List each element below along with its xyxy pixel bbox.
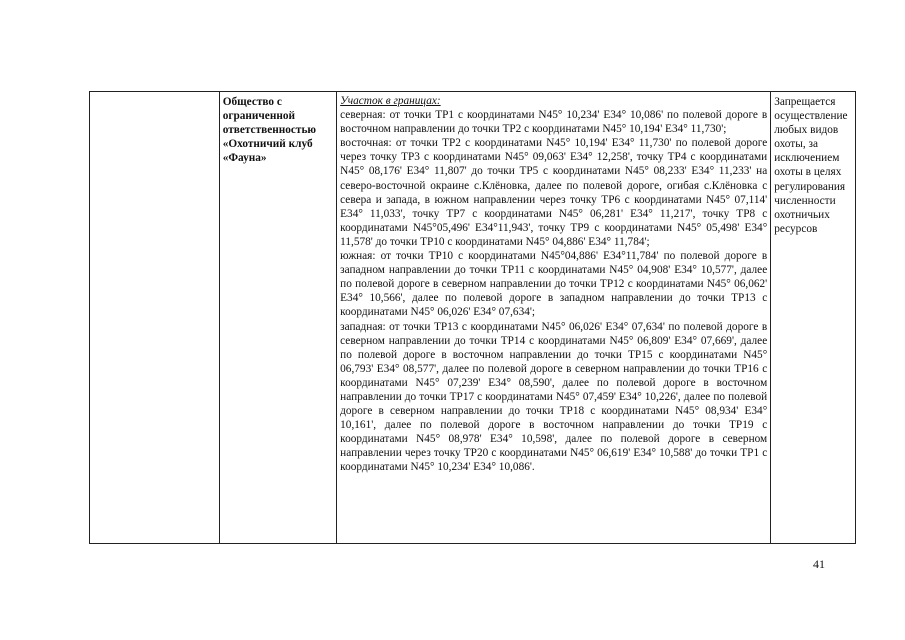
restriction-line: исключением [774, 152, 840, 165]
restriction-line: Запрещается [774, 96, 836, 108]
boundary-north: северная: от точки ТР1 с координатами N45° 10,234' E34° 10,086' по полевой дороге в восточном направлении до точки ТР2 с координатами N45° 10,194' E34° 11,730'; [340, 109, 768, 136]
restriction-line: регулирования [774, 180, 846, 193]
restriction-line: осуществление [774, 110, 848, 123]
page-number: 41 [813, 557, 825, 571]
section-heading: Участок в границах: [340, 95, 441, 107]
organization-cell [219, 92, 336, 544]
boundary-west: западная: от точки ТР13 с координатами N45° 06,026' E34° 07,634' по полевой дороге в северном направлении до точки ТР14 с координатами N45° 06,809' E34° 07,669', далее по полевой дороге в восточном направлении до точки ТР15 с координатами N45° 06,793' E34° 08,577', далее по полевой дороге в северном направлении до точки ТР16 с координатами N45° 07,239' E34° 08,590', далее по полевой дороге в восточном направлении до точки ТР17 с координатами N45° 07,459' E34° 10,226', далее по полевой дороге в северном направлении до точки ТР18 с координатами N45° 08,934' E34° 10,161', далее по полевой дороге в восточном направлении до точки ТР19 с координатами N45° 08,978' E34° 10,598', далее по полевой дороге в северном направлении через точку ТР20 с координатами N45° 06,619' E34° 10,588' до точки ТР1 с координатами N45° 10,234' E34° 10,086'. [340, 320, 768, 474]
boundary-description-cell [337, 92, 771, 544]
organization-line: ответственностью [222, 124, 317, 137]
restriction-line: охотничьих [774, 208, 830, 221]
hunting-grounds-table [89, 91, 856, 544]
restriction-line: охоты в целях [774, 166, 842, 179]
restriction-cell [771, 92, 856, 544]
boundary-east: восточная: от точки ТР2 с координатами N45° 10,194' E34° 11,730' по полевой дороге через точку ТР3 с координатами N45° 09,063' E34° 12,258', точку ТР4 с координатами N45° 08,176' E34° 11,807' до точки ТР5 с координатами N45° 08,233' E34° 11,233' на северо-восточной окраине с.Клёновка, далее по полевой дороге, огибая с.Клёновка с севера и запада, в южном направлении через точку ТР6 с координатами N45° 07,114' E34° 11,033', точку ТР7 с координатами N45° 06,281' E34° 11,217', точку ТР8 с координатами N45°05,496' E34°11,943', точку ТР9 с координатами N45° 05,498' E34° 11,578' до точки ТР10 с координатами N45° 04,886' E34° 11,784'; [340, 137, 768, 248]
boundary-south: южная: от точки ТР10 с координатами N45°04,886' E34°11,784' по полевой дороге в западном направлении до точки ТР11 с координатами N45° 04,908' E34° 10,577', далее по полевой дороге в северном направлении до точки ТР12 с координатами N45° 06,062' E34° 10,566', далее по полевой дороге в западном направлении до точки ТР13 с координатами N45° 06,026' E34° 07,634'; [340, 250, 768, 319]
restriction-line: ресурсов [774, 222, 818, 235]
table-row [90, 92, 856, 544]
organization-line: Общество с [222, 96, 282, 108]
organization-line: «Охотничий клуб [222, 138, 313, 151]
restriction-line: численности [774, 194, 836, 207]
organization-line: ограниченной [222, 110, 295, 123]
restriction-line: любых видов [774, 124, 839, 137]
restriction-line: охоты, за [774, 138, 818, 151]
organization-line: «Фауна» [222, 152, 267, 165]
empty-cell [90, 92, 220, 544]
